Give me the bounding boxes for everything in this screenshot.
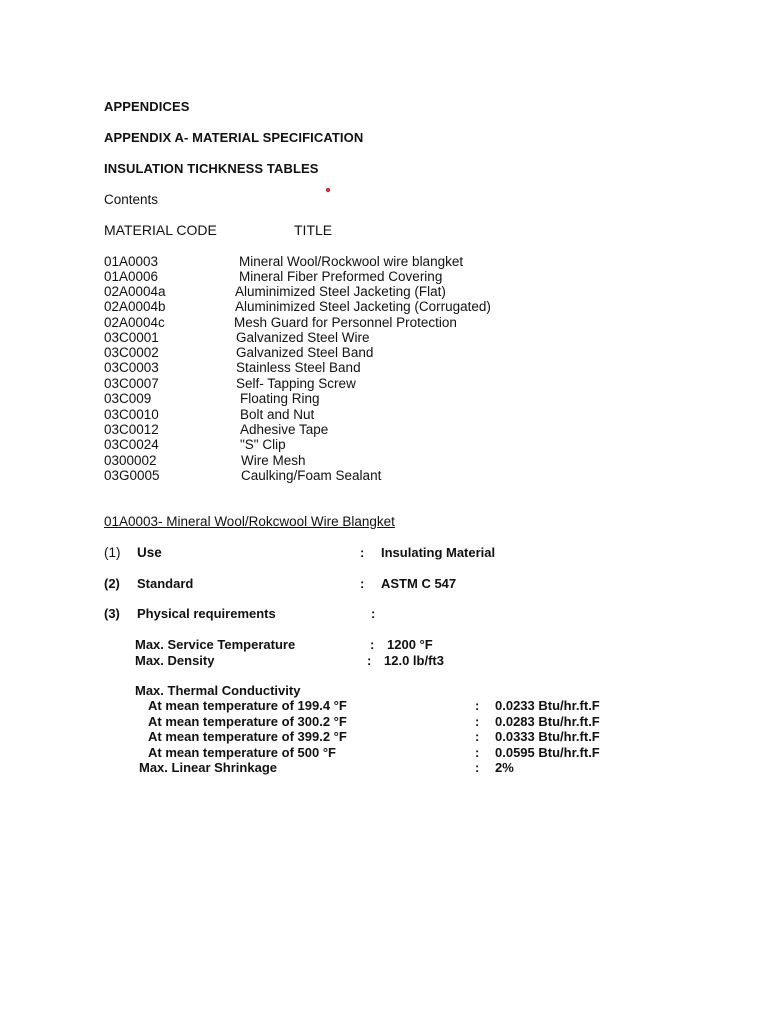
material-code: 01A0006: [104, 269, 159, 284]
colon: :: [370, 637, 375, 652]
material-code: 02A0004b: [104, 299, 166, 314]
shrinkage-value: 2%: [495, 760, 514, 775]
item-number: (3): [104, 606, 120, 621]
appendix-a-heading: APPENDIX A- MATERIAL SPECIFICATION: [104, 130, 364, 145]
material-title: Galvanized Steel Band: [236, 345, 374, 360]
colon: :: [360, 545, 365, 560]
material-title: Galvanized Steel Wire: [236, 330, 370, 345]
material-code: 01A0003: [104, 254, 159, 269]
material-title: Aluminimized Steel Jacketing (Flat): [235, 284, 446, 299]
material-title: Wire Mesh: [241, 453, 306, 468]
use-value: Insulating Material: [381, 545, 496, 560]
contents-label: Contents: [104, 192, 159, 207]
colon: :: [475, 714, 480, 729]
standard-value: ASTM C 547: [381, 576, 457, 591]
material-code: 03G0005: [104, 468, 160, 483]
standard-label: Standard: [137, 576, 194, 591]
material-code: 03C0002: [104, 345, 159, 360]
material-code: 03C0012: [104, 422, 159, 437]
material-title: "S" Clip: [240, 437, 286, 452]
conductivity-row-value: 0.0233 Btu/hr.ft.F: [495, 698, 600, 713]
colon: :: [371, 606, 376, 621]
material-title: Caulking/Foam Sealant: [241, 468, 382, 483]
material-title: Mesh Guard for Personnel Protection: [234, 315, 457, 330]
service-temp-value: 1200 °F: [387, 637, 433, 652]
material-title: Adhesive Tape: [240, 422, 329, 437]
material-code: 03C0010: [104, 407, 159, 422]
conductivity-row-value: 0.0333 Btu/hr.ft.F: [495, 729, 600, 744]
conductivity-row-label: At mean temperature of 399.2 °F: [148, 729, 347, 744]
appendices-heading: APPENDICES: [104, 99, 190, 114]
column-header-title: TITLE: [294, 222, 333, 238]
conductivity-row-label: At mean temperature of 500 °F: [148, 745, 336, 760]
material-title: Self- Tapping Screw: [236, 376, 356, 391]
density-value: 12.0 lb/ft3: [384, 653, 444, 668]
item-number: (2): [104, 576, 120, 591]
tables-heading: INSULATION TICHKNESS TABLES: [104, 161, 319, 176]
conductivity-row-value: 0.0595 Btu/hr.ft.F: [495, 745, 600, 760]
density-label: Max. Density: [135, 653, 215, 668]
service-temp-label: Max. Service Temperature: [135, 637, 296, 652]
colon: :: [360, 576, 365, 591]
red-dot-mark: [326, 188, 330, 192]
material-title: Aluminimized Steel Jacketing (Corrugated): [235, 299, 491, 314]
material-title: Floating Ring: [240, 391, 320, 406]
conductivity-row-label: At mean temperature of 199.4 °F: [148, 698, 347, 713]
conductivity-label: Max. Thermal Conductivity: [135, 683, 301, 698]
conductivity-row-value: 0.0283 Btu/hr.ft.F: [495, 714, 600, 729]
material-title: Mineral Fiber Preformed Covering: [239, 269, 443, 284]
material-code: 03C0001: [104, 330, 159, 345]
material-code: 02A0004a: [104, 284, 166, 299]
material-title: Stainless Steel Band: [236, 360, 361, 375]
material-code: 03C0003: [104, 360, 159, 375]
material-code: 03C009: [104, 391, 152, 406]
colon: :: [475, 760, 480, 775]
physical-requirements-label: Physical requirements: [137, 606, 276, 621]
material-code: 0300002: [104, 453, 157, 468]
colon: :: [367, 653, 372, 668]
material-title: Mineral Wool/Rockwool wire blangket: [239, 254, 464, 269]
material-title: Bolt and Nut: [240, 407, 315, 422]
colon: :: [475, 745, 480, 760]
colon: :: [475, 729, 480, 744]
column-header-code: MATERIAL CODE: [104, 222, 217, 238]
shrinkage-label: Max. Linear Shrinkage: [139, 760, 277, 775]
section-title: 01A0003- Mineral Wool/Rokcwool Wire Blangket: [104, 514, 395, 529]
conductivity-row-label: At mean temperature of 300.2 °F: [148, 714, 347, 729]
material-code: 02A0004c: [104, 315, 165, 330]
material-code: 03C0007: [104, 376, 159, 391]
material-code: 03C0024: [104, 437, 159, 452]
use-label: Use: [137, 545, 162, 560]
colon: :: [475, 698, 480, 713]
item-number: (1): [104, 545, 121, 560]
